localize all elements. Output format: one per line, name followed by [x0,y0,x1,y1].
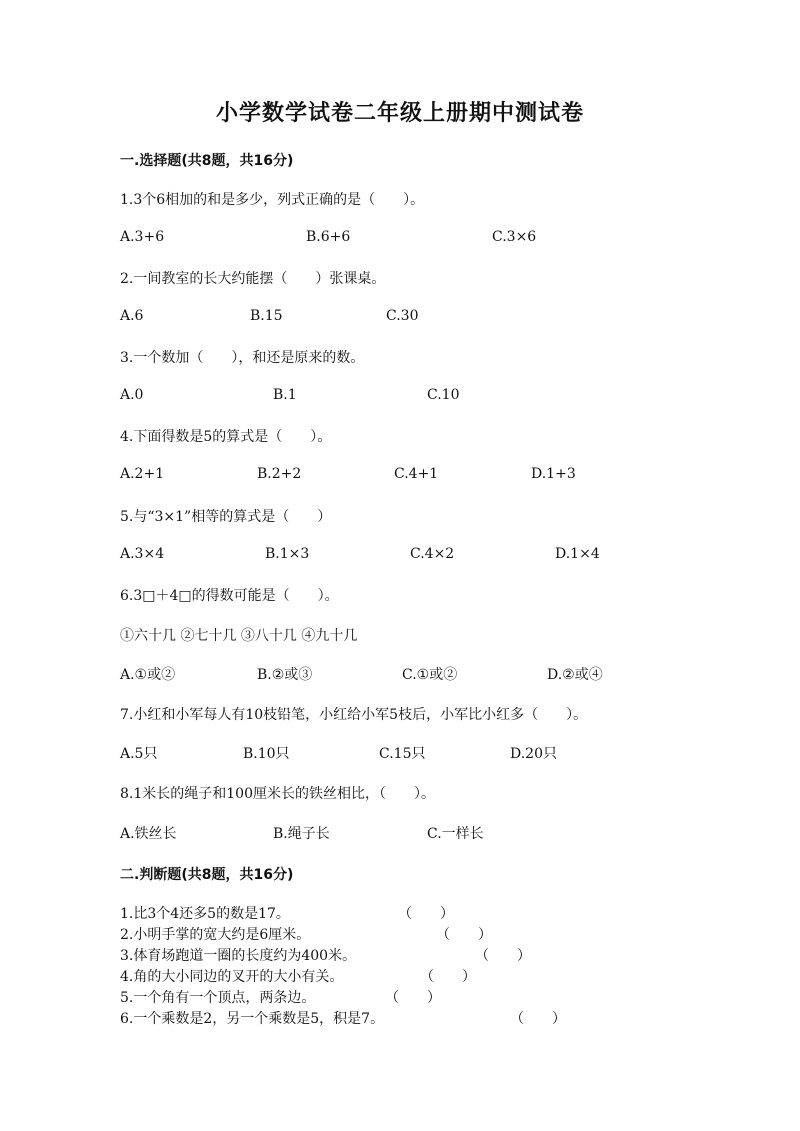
q6-option-d: D.②或④ [547,667,603,683]
q4-option-a: A.2+1 [120,466,165,482]
q4-option-b: B.2+2 [257,466,302,482]
tf-answer-6: （ ） [510,1011,566,1027]
tf-item-4: 4.角的大小同边的叉开的大小有关。 [120,969,344,985]
q8-option-a: A.铁丝长 [120,826,177,842]
q4-option-c: C.4+1 [394,466,439,482]
question-6-choices: ①六十几 ②七十几 ③八十几 ④九十几 [120,628,358,644]
question-6: 6.3□＋4□的得数可能是（ ）。 [120,588,339,604]
q3-option-c: C.10 [427,387,460,403]
tf-answer-4: （ ） [420,969,476,985]
question-5: 5.与“3×1”相等的算式是（ ） [120,509,332,525]
tf-answer-3: （ ） [475,948,531,964]
q5-option-c: C.4×2 [410,546,455,562]
q8-option-b: B.绳子长 [273,826,330,842]
question-4: 4.下面得数是5的算式是（ ）。 [120,429,332,445]
section-heading-choice: 一.选择题(共8题，共16分) [120,153,294,169]
q1-option-b: B.6+6 [306,229,351,245]
q3-option-a: A.0 [120,387,144,403]
question-2: 2.一间教室的长大约能摆（ ）张课桌。 [120,271,386,287]
tf-answer-1: （ ） [398,906,454,922]
q7-option-d: D.20只 [510,746,557,762]
q3-option-b: B.1 [273,387,297,403]
question-8: 8.1米长的绳子和100厘米长的铁丝相比，（ ）。 [120,786,435,802]
tf-answer-2: （ ） [436,927,492,943]
q7-option-a: A.5只 [120,746,158,762]
question-7: 7.小红和小军每人有10枝铅笔，小红给小军5枝后，小军比小红多（ ）。 [120,707,588,723]
q5-option-a: A.3×4 [120,546,165,562]
q7-option-b: B.10只 [243,746,290,762]
question-3: 3.一个数加（ ），和还是原来的数。 [120,350,365,366]
q2-option-c: C.30 [386,308,419,324]
section-heading-judgment: 二.判断题(共8题，共16分) [120,867,294,883]
tf-item-2: 2.小明手掌的宽大约是6厘米。 [120,927,311,943]
tf-item-6: 6.一个乘数是2，另一个乘数是5，积是7。 [120,1011,385,1027]
q5-option-b: B.1×3 [265,546,310,562]
q1-option-c: C.3×6 [492,229,537,245]
q4-option-d: D.1+3 [531,466,576,482]
q6-option-a: A.①或② [120,667,176,683]
tf-item-5: 5.一个角有一个顶点，两条边。 [120,990,316,1006]
q8-option-c: C.一样长 [427,826,484,842]
q2-option-b: B.15 [250,308,283,324]
tf-answer-5: （ ） [385,990,441,1006]
q2-option-a: A.6 [120,308,144,324]
q6-option-b: B.②或③ [257,667,313,683]
q1-option-a: A.3+6 [120,229,165,245]
question-1: 1.3个6相加的和是多少，列式正确的是（ ）。 [120,192,425,208]
page-title: 小学数学试卷二年级上册期中测试卷 [215,100,584,126]
q7-option-c: C.15只 [379,746,426,762]
tf-item-1: 1.比3个4还多5的数是17。 [120,906,290,922]
q6-option-c: C.①或② [402,667,458,683]
q5-option-d: D.1×4 [555,546,600,562]
tf-item-3: 3.体育场跑道一圈的长度约为400米。 [120,948,357,964]
